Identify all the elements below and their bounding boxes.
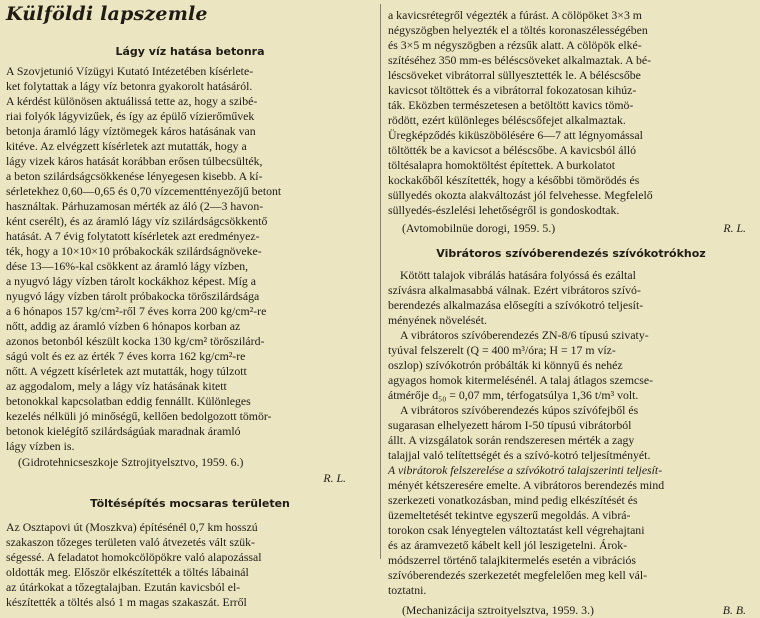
- body-line: Üregképződés kiküszöbölésére 6—7 att légnyomással: [388, 128, 643, 142]
- body-line: betonok kielégítő szilárdságúak maradnak áramló: [6, 424, 241, 438]
- body-line: tyúval felszerelt (Q = 400 m³/óra; H = 17 m víz-: [388, 343, 616, 357]
- body-line: szerkezeti vonatkozásban, mind pedig elkészítését és: [388, 493, 638, 507]
- body-line: toztatni.: [388, 583, 427, 597]
- article-source-row: [388, 220, 754, 236]
- article-body-vibrator: [388, 268, 754, 598]
- body-line: a nyugvó lágy vízben tárolt kockákhoz képest. Míg a: [6, 274, 256, 288]
- body-line: nyugvó lágy vízben tárolt próbakocka törőszilárdsága: [6, 289, 260, 303]
- body-line: Az Osztapovi út (Moszkva) építésénél 0,7 km hosszú: [6, 520, 258, 534]
- article-body-embankment-continued: [388, 8, 754, 218]
- body-line: agyagos homok kitermelésénél. A talaj átlagos szemcse-: [388, 373, 654, 387]
- body-line: hatását. A 7 évig folytatott kísérletek azt eredményez-: [6, 229, 260, 243]
- author-initials: R. L.: [323, 471, 346, 485]
- body-line: riai folyók lágyvizűek, és így az épülő vízierőművek: [6, 109, 255, 123]
- body-line: üzemeltetését tekintve egyszerű megoldás. A vibrá-: [388, 508, 631, 522]
- body-line: lágy vízben is.: [6, 439, 75, 453]
- article-source: (Avtomobilnüe dorogi, 1959. 5.): [402, 221, 556, 235]
- body-line: használtak. Párhuzamosan mérték az áló (2—3 havon-: [6, 199, 264, 213]
- body-line: ként cserélt), és az áramló lágy víz szilárdságcsökkentő: [6, 214, 268, 228]
- article-title-vibrator: Vibrátoros szívóberendezés szívókotrókhoz: [436, 247, 706, 260]
- body-line: a beton szilárdságcsökkenése lényegesen kisebb. A kí-: [6, 169, 263, 183]
- body-line: és az áramvezető kábelt kell jól leszigetelni. Árok-: [388, 538, 628, 552]
- body-line: ték, hogy a 10×10×10 próbakockák szilárdságnöveke-: [6, 244, 262, 258]
- body-line: azonos betonból készült kocka 130 kg/cm² törőszilárd-: [6, 334, 265, 348]
- body-line: az aggodalom, mely a lágy víz hatásának kitett: [6, 379, 227, 393]
- article-body-soft-water: [6, 64, 374, 454]
- body-line: sugarasan elhelyezett három I-50 típusú vibrátorból: [388, 418, 632, 432]
- body-line: módszerrel történő talajkitermelés esetén a vibrációs: [388, 553, 636, 567]
- column-divider: [380, 4, 381, 559]
- body-line: sérletekhez 0,60—0,65 és 0,70 vízcementtényezőjű betont: [6, 184, 282, 198]
- body-line: ták. Eközben természetesen a betöltött kavics tömö-: [388, 98, 634, 112]
- body-line: kavicsot töltöttek és a vibrátorral fokozatosan kihúz-: [388, 83, 637, 97]
- body-line: készítették a töltés alsó 1 m magas szakaszát. Erről: [6, 595, 247, 609]
- article-title-soft-water: Lágy víz hatása betonra: [115, 45, 265, 58]
- body-line: töltötték be a kavicsot a béléscsőbe. A kavicsból álló: [388, 143, 636, 157]
- body-line: Kötött talajok vibrálás hatására folyóssá és ezáltal: [400, 268, 636, 282]
- body-line: süllyedés-észlelési lehetőségről is gondoskodtak.: [388, 203, 620, 217]
- body-line: A vibrátorok felszerelése a szívókotró talajszerinti teljesít-: [388, 463, 663, 477]
- body-line: nőtt. A végzett kísérletek azt mutatták, hogy túlzott: [6, 364, 247, 378]
- body-line: oszlop) szívókotrón próbálták ki könnyű és nehéz: [388, 358, 623, 372]
- body-line: rödött, ezért különleges béléscsőfejet alkalmaztak.: [388, 113, 626, 127]
- body-line: szívásra alkalmasabbá válnak. Ezért vibrátoros szívó-: [388, 283, 641, 297]
- body-line: süllyedés okozta alakváltozást jól felvehesse. Megfelelő: [388, 188, 653, 202]
- body-line: torokon csak lényegtelen változtatást kell végrehajtani: [388, 523, 645, 537]
- body-line: a 6 hónapos 157 kg/cm²-ről 7 éves korra 200 kg/cm²-re: [6, 304, 267, 318]
- body-line: állt. A vizsgálatok során rendszeresen mérték a zagy: [388, 433, 635, 447]
- article-source: (Mechanizácija sztroityelsztva, 1959. 3.): [402, 603, 594, 617]
- body-line: ségessé. A feladatot homokcölöpökre való alapozással: [6, 550, 262, 564]
- body-line: ságú volt és ez az érték 7 éves korra 162 kg/cm²-re: [6, 349, 246, 363]
- body-line: négyszögben helyezték el a töltés koronaszélességében: [388, 23, 648, 37]
- author-initials: B. B.: [722, 603, 746, 617]
- body-line: szakaszon tőzeges területen való átvezetés vált szük-: [6, 535, 255, 549]
- body-line: kitéve. Az elvégzett kísérletek azt mutatták, hogy a: [6, 139, 247, 153]
- body-line: A Szovjetunió Vízügyi Kutató Intézetében kísérlete-: [6, 64, 254, 78]
- body-line: lágy vizek káros hatását korábban erősen túlbecsülték,: [6, 154, 263, 168]
- article-title-embankment: Töltésépítés mocsaras területen: [90, 497, 290, 510]
- body-line: oldották meg. Először elkészítették a töltés lábainál: [6, 565, 249, 579]
- left-column: [6, 0, 374, 609]
- body-line: berendezés alkalmazása elősegíti a szívókotró teljesít-: [388, 298, 644, 312]
- author-initials: R. L.: [723, 221, 746, 235]
- body-line: átmérője d₅₀ = 0,07 mm, térfogatsúlya 1,36 t/m³ volt.: [388, 388, 639, 402]
- body-line: az útárkokat a tőzegtalajban. Ezután kavicsból el-: [6, 580, 241, 594]
- section-masthead: Külföldi lapszemle: [6, 3, 208, 25]
- body-line: kezelés nélküli jó minőségű, kellően bedolgozott tömör-: [6, 409, 272, 423]
- body-line: A kérdést különösen aktuálissá tette az, hogy a szibé-: [6, 94, 258, 108]
- article-body-embankment: [6, 520, 374, 610]
- body-line: betonokkal kapcsolatban eddig fennállt. Különleges: [6, 394, 251, 408]
- body-line: ményének növelését.: [388, 313, 487, 327]
- body-line: szívóberendezés szerkezetét megfelelően meg kell vál-: [388, 568, 648, 582]
- article-source: (Gidrotehnicseszkoje Sztrojityelsztvo, 1959. 6.): [18, 455, 244, 469]
- body-line: kockakőből készítették, hogy a későbbi tömörödés és: [388, 173, 640, 187]
- body-line: dése 13—16%-kal csökkent az áramló lágy vízben,: [6, 259, 249, 273]
- body-line: ményét kétszeresére emelte. A vibrátoros berendezés mind: [388, 478, 665, 492]
- body-line: nőtt, addig az áramló vízben 6 hónapos korban az: [6, 319, 241, 333]
- body-line: a kavicsrétegről végezték a fúrást. A cölöpöket 3×3 m: [388, 8, 642, 22]
- body-line: töltésalapra homoktöltést építettek. A burkolatot: [388, 158, 616, 172]
- body-line: szítéséhez 350 mm-es béléscsöveket alkalmaztak. A bé-: [388, 53, 652, 67]
- body-line: léscsöveket vibrátorral süllyesztették le. A béléscsőbe: [388, 68, 641, 82]
- body-line: és 3×5 m négyszögben a rézsűk alatt. A cölöpök elké-: [388, 38, 642, 52]
- body-line: A vibrátoros szívóberendezés ZN-8/6 típusú szivaty-: [400, 328, 649, 342]
- body-line: betonja áramló lágy víztömegek káros hatásának van: [6, 124, 256, 138]
- body-line: talajjal való telítettségét és a szívó-kotró teljesítményét.: [388, 448, 651, 462]
- article-source-row: [388, 602, 754, 618]
- body-line: ket folytattak a lágy víz betonra gyakorolt hatásáról.: [6, 79, 253, 93]
- right-column: [388, 0, 754, 617]
- body-line: A vibrátoros szívóberendezés kúpos szívófejből és: [400, 403, 639, 417]
